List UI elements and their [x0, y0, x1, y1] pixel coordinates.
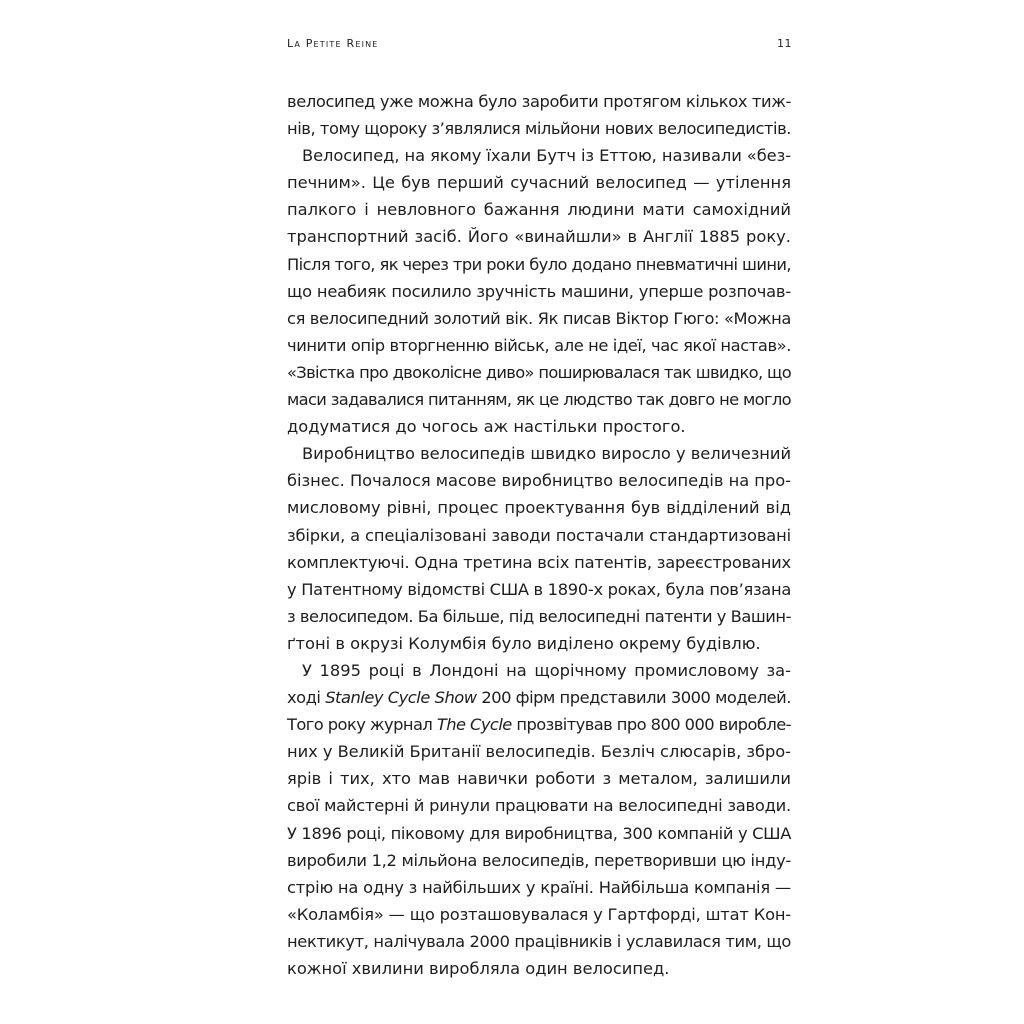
- text-line: [287, 738, 791, 765]
- text-segment: транспортний засіб. Його «винайшли» в Англії 1885 року.: [287, 227, 791, 247]
- text-line: [287, 603, 791, 630]
- italic-title: The Cycle: [436, 715, 512, 735]
- text-segment: з велосипедом. Ба більше, під велосипедні патенти у Вашин-: [287, 606, 791, 626]
- text-segment: нів, тому щороку з’являлися мільйони нових велосипедистів.: [287, 119, 791, 139]
- text-segment: У 1895 році в Лондоні на щорічному промисловому за-: [302, 660, 791, 680]
- text-line: [287, 251, 791, 278]
- text-line: [287, 142, 791, 169]
- text-line: [287, 196, 791, 223]
- text-line: [287, 332, 791, 359]
- text-line: [287, 549, 791, 576]
- text-line: [287, 576, 791, 603]
- text-line: [287, 278, 791, 305]
- text-line: [287, 630, 791, 657]
- text-line: [287, 820, 791, 847]
- text-line: [287, 874, 791, 901]
- text-segment: виробили 1,2 мільйона велосипедів, перетворивши цю інду-: [287, 850, 791, 870]
- text-segment: Після того, як через три роки було додано пневматичні шини,: [287, 254, 791, 274]
- text-line: [287, 792, 791, 819]
- text-line: [287, 765, 791, 792]
- text-segment: кожної хвилини виробляла один велосипед.: [287, 959, 670, 978]
- text-segment: збірки, а спеціалізовані заводи постачали стандартизовані: [287, 525, 791, 545]
- running-head: La Petite Reine: [287, 37, 379, 50]
- text-segment: стрію на одну з найбільших у країні. Найбільша компанія —: [287, 877, 791, 897]
- text-segment: додуматися до чогось аж настільки простого.: [287, 417, 686, 437]
- text-line: [287, 88, 791, 115]
- text-segment: нектикут, налічувала 2000 працівників і уславилася тим, що: [287, 931, 791, 951]
- text-segment: прозвітував про 800 000 виробле-: [511, 715, 791, 735]
- text-segment: бізнес. Почалося масове виробництво велосипедів на про-: [287, 471, 791, 491]
- text-line: [287, 657, 791, 684]
- text-line: [287, 115, 791, 142]
- text-line: [287, 494, 791, 521]
- text-segment: свої майстерні й ринули працювати на велосипедні заводи.: [287, 796, 791, 816]
- italic-title: Stanley Cycle Show: [325, 688, 477, 708]
- text-segment: що неабияк посилило зручність машини, уперше розпочав-: [287, 281, 791, 301]
- text-line: [287, 467, 791, 494]
- body-text: [287, 88, 791, 982]
- text-segment: них у Великій Британії велосипедів. Безліч слюсарів, збро-: [287, 742, 791, 762]
- text-line: [287, 955, 791, 982]
- text-line: [287, 169, 791, 196]
- text-segment: чинити опір вторгненню військ, але не ідеї, час якої настав».: [287, 335, 791, 355]
- text-segment: мисловому рівні, процес проектування був відділений від: [287, 498, 791, 518]
- text-line: [287, 413, 791, 440]
- text-segment: «Коламбія» — що розташовувалася у Гартфорді, штат Кон-: [287, 904, 791, 924]
- text-segment: палкого і невловного бажання людини мати самохідний: [287, 200, 791, 220]
- text-line: [287, 223, 791, 250]
- text-line: [287, 522, 791, 549]
- text-line: [287, 305, 791, 332]
- text-line: [287, 359, 791, 386]
- text-segment: Велосипед, на якому їхали Бутч із Еттою, називали «без-: [302, 146, 791, 166]
- text-line: [287, 440, 791, 467]
- text-segment: у Патентному відомстві США в 1890-х роках, була пов’язана: [287, 579, 791, 599]
- text-line: [287, 711, 791, 738]
- text-line: [287, 386, 791, 413]
- text-segment: комплектуючі. Одна третина всіх патентів, зареєстрованих: [287, 552, 791, 572]
- text-line: [287, 847, 791, 874]
- text-segment: У 1896 році, піковому для виробництва, 300 компаній у США: [287, 823, 791, 843]
- text-segment: велосипед уже можна було заробити протягом кількох тиж-: [287, 92, 791, 111]
- text-segment: 200 фірм представили 3000 моделей.: [476, 688, 791, 708]
- text-line: [287, 684, 791, 711]
- text-segment: ґтоні в окрузі Колумбія було виділено окрему будівлю.: [287, 633, 761, 653]
- text-line: [287, 928, 791, 955]
- text-line: [287, 901, 791, 928]
- text-segment: ході: [287, 688, 326, 708]
- text-segment: «Звістка про двоколісне диво» поширювалася так швидко, що: [287, 362, 791, 382]
- text-segment: печним». Це був перший сучасний велосипед — утілення: [287, 173, 791, 193]
- text-segment: маси задавалися питанням, як це людство так довго не могло: [287, 390, 791, 410]
- text-segment: Виробництво велосипедів швидко виросло у величезний: [302, 444, 791, 464]
- text-segment: ся велосипедний золотий вік. Як писав Віктор Гюго: «Можна: [287, 308, 791, 328]
- text-segment: ярів і тих, хто мав навички роботи з металом, залишили: [287, 769, 791, 789]
- text-segment: Того року журнал: [287, 715, 437, 735]
- page-number: 11: [777, 37, 792, 50]
